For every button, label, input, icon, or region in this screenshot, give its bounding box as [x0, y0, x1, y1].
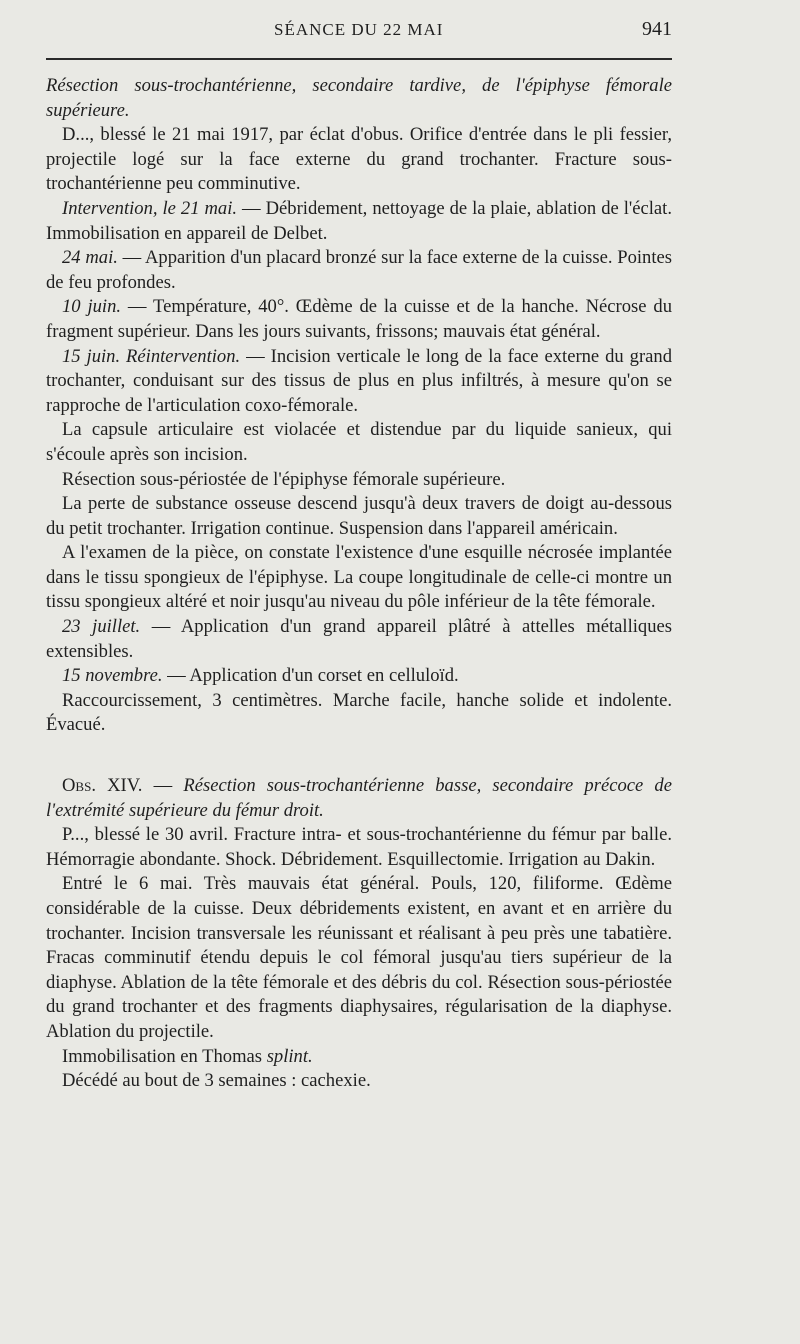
- paragraph-text: — Application d'un grand appareil plâtré à attelles métalliques extensibles.: [46, 616, 672, 662]
- date-label: Intervention, le 21 mai.: [62, 197, 238, 219]
- paragraph: Décédé au bout de 3 semaines : cachexie.: [62, 1070, 371, 1092]
- date-label: 24 mai.: [62, 247, 118, 269]
- paragraph: A l'examen de la pièce, on constate l'existence d'une esquille nécrosée implantée dans le tissu spongieux de l'épiphyse. La coupe longitudinale de celle-ci montre un tissu spongieux altéré et noir jusqu'au niveau du pôle inférieur de la tête fémorale.: [46, 542, 672, 613]
- date-label: 23 juillet.: [62, 616, 141, 638]
- paragraph: [46, 197, 672, 246]
- paragraph: D..., blessé le 21 mai 1917, par éclat d'obus. Orifice d'entrée dans le pli fessier, projectile logé sur la face externe du grand trochanter. Fracture sous-trochantérienne peu comminutive.: [46, 124, 672, 195]
- paragraph: Raccourcissement, 3 centimètres. Marche facile, hanche solide et indolente. Évacué.: [46, 689, 672, 736]
- page-number: 941: [642, 18, 672, 40]
- date-label: 10 juin.: [62, 296, 122, 318]
- paragraph: P..., blessé le 30 avril. Fracture intra- et sous-trochantérienne du fémur par balle. Hémorragie abondante. Shock. Débridement. Esquillectomie. Irrigation au Dakin.: [46, 824, 672, 870]
- paragraph: [46, 1045, 672, 1070]
- paragraph-text: — Apparition d'un placard bronzé sur la face externe de la cuisse. Pointes de feu profondes.: [46, 247, 672, 293]
- paragraph-text: — Température, 40°. Œdème de la cuisse et de la hanche. Nécrose du fragment supérieur. Dans les jours suivants, frissons; mauvais état général.: [46, 296, 672, 342]
- observation-label: Obs. XIV.: [62, 775, 143, 797]
- page-header: [46, 18, 672, 48]
- running-title: SÉANCE DU 22 MAI: [274, 20, 444, 39]
- date-label: 15 novembre.: [62, 665, 163, 687]
- date-label: 15 juin. Réintervention.: [62, 345, 241, 367]
- paragraph-text: — Débridement, nettoyage de la plaie, ablation de l'éclat. Immobilisation en appareil de Delbet.: [46, 197, 672, 244]
- page-body: [46, 74, 672, 1094]
- paragraph: [46, 295, 672, 344]
- paragraph-text: — Incision verticale le long de la face externe du grand trochanter, conduisant sur des tissus de plus en plus infiltrés, à mesure qu'on se rapproche de l'articulation coxo-fémorale.: [46, 345, 672, 416]
- section-gap: [46, 738, 672, 774]
- paragraph: [46, 246, 672, 295]
- paragraph: [46, 345, 672, 419]
- italic-term: splint.: [266, 1045, 313, 1067]
- paragraph: Résection sous-périostée de l'épiphyse fémorale supérieure.: [62, 468, 506, 490]
- paragraph: La perte de substance osseuse descend jusqu'à deux travers de doigt au-dessous du petit trochanter. Irrigation continue. Suspension dans l'appareil américain.: [46, 493, 672, 539]
- header-rule: [46, 58, 672, 60]
- paragraph: Entré le 6 mai. Très mauvais état général. Pouls, 120, filiforme. Œdème considérable de la cuisse. Deux débridements existent, en avant et en arrière du trochanter. Incision transversale les réunissant et réalisant à peu près une tabatière. Fracas comminutif étendu depuis le col fémoral jusqu'au tiers supérieur de la diaphyse. Ablation de la tête fémorale et des débris du col. Résection sous-périostée du grand trochanter et des fragments diaphysaires, régularisation de la diaphyse. Ablation du projectile.: [46, 873, 672, 1042]
- paragraph: [46, 615, 672, 664]
- case-title: Résection sous-trochantérienne, secondaire tardive, de l'épiphyse fémorale supérieure.: [46, 75, 672, 121]
- observation-heading: Obs. XIV. — Résection sous-trochantérienne basse, secondaire précoce de l'extrémité supérieure du fémur droit.: [46, 775, 672, 821]
- paragraph-text: — Application d'un corset en celluloïd.: [162, 665, 459, 687]
- paragraph: [46, 664, 672, 689]
- paragraph-text: Immobilisation en Thomas: [62, 1045, 267, 1067]
- case-title: Résection sous-trochantérienne basse, secondaire précoce de l'extrémité supérieure du fémur droit.: [46, 775, 672, 821]
- paragraph: La capsule articulaire est violacée et distendue par du liquide sanieux, qui s'écoule après son incision.: [46, 419, 672, 465]
